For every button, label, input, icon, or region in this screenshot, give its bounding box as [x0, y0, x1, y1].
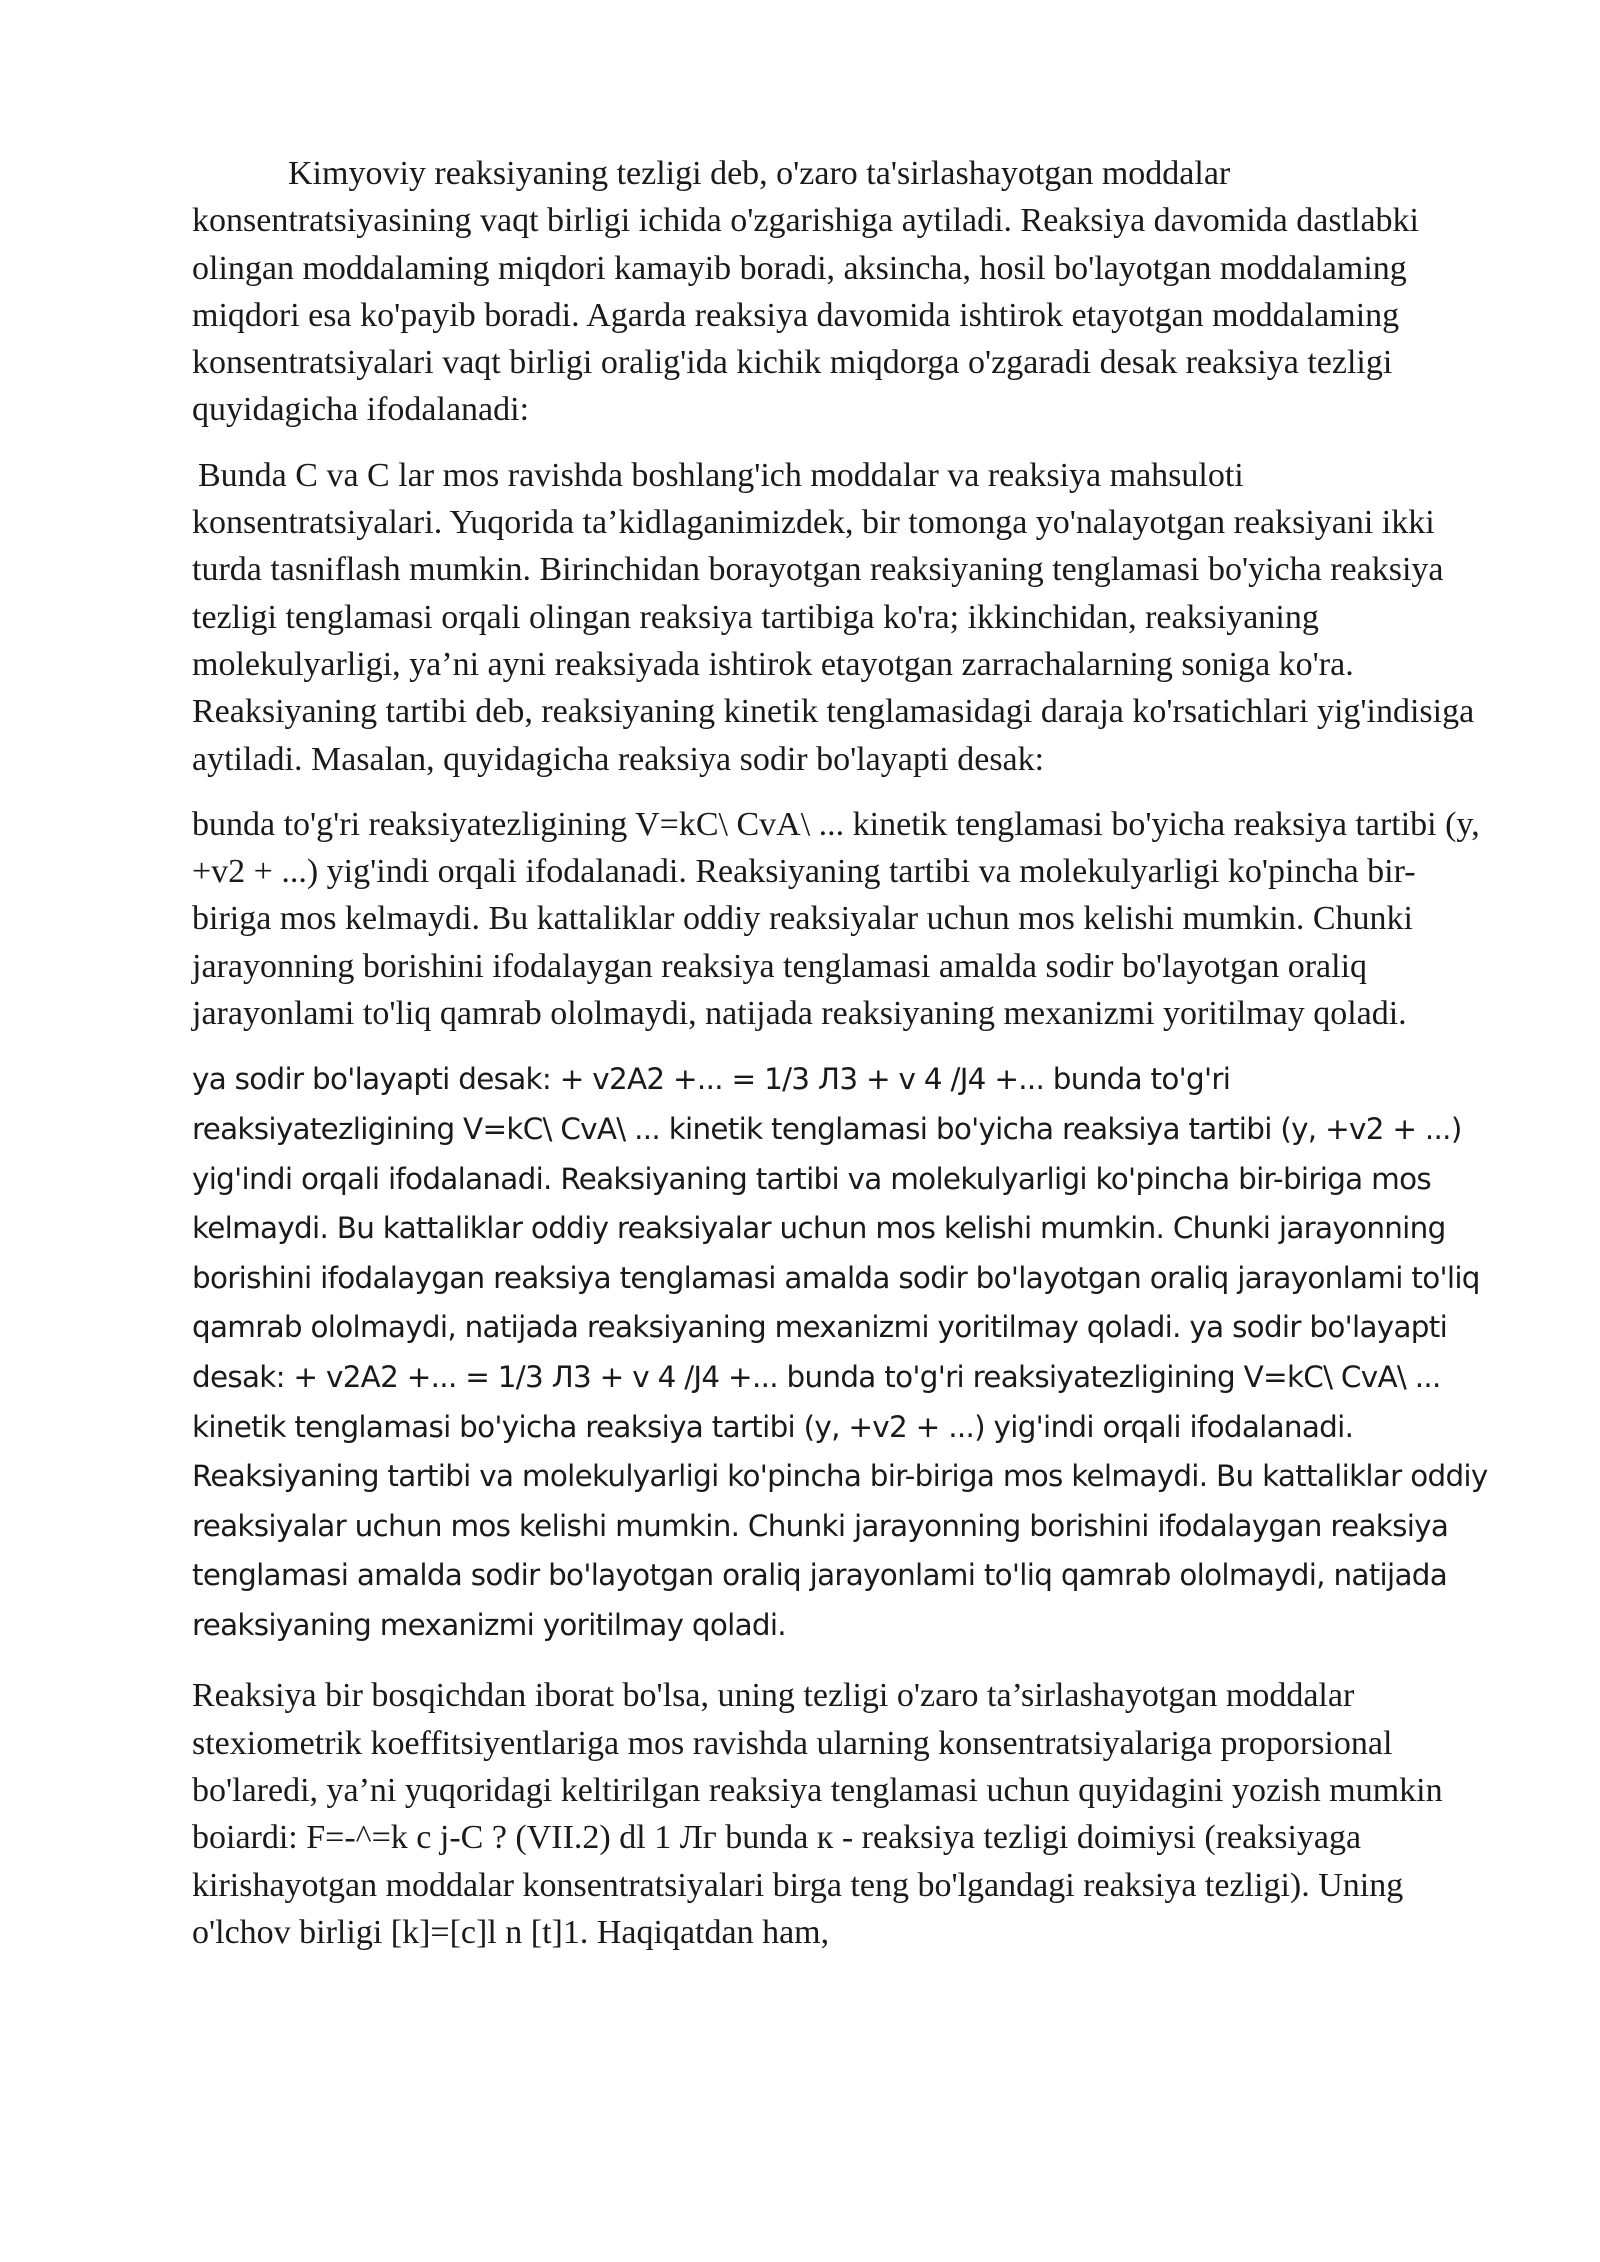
document-body [192, 150, 1492, 1974]
paragraph-reaction-order-classification: Bunda C va C lar mos ravishda boshlang'ich moddalar va reaksiya mahsuloti konsentratsiyalari. Yuqorida ta’kidlaganimizdek, bir tomonga yo'nalayotgan reaksiyani ikki turda tasniflash mumkin. Birinchidan borayotgan reaksiyaning tenglamasi bo'yicha reaksiya tezligi tenglamasi orqali olingan reaksiya tartibiga ko'ra; ikkinchidan, reaksiyaning molekulyarligi, ya’ni ayni reaksiyada ishtirok etayotgan zarrachalarning soniga ko'ra. Reaksiyaning tartibi deb, reaksiyaning kinetik tenglamasidagi daraja ko'rsatichlari yig'indisiga aytiladi. Masalan, quyidagicha reaksiya sodir bo'layapti desak: [192, 456, 1475, 778]
paragraph-single-stage-reaction: Reaksiya bir bosqichdan iborat bo'lsa, uning tezligi o'zaro ta’sirlashayotgan moddalar stexiometrik koeffitsiyentlariga mos ravishda ularning konsentratsiyalariga proporsional bo'laredi, ya’ni yuqoridagi keltirilgan reaksiya tenglamasi uchun quyidagini yozish mumkin boiardi: F=-^=k c j-C ? (VII.2) dl 1 Лг bunda к - reaksiya tezligi doimiysi (reaksiyaga kirishayotgan moddalar konsentratsiyalari birga teng bo'lgandagi reaksiya tezligi). Uning o'lchov birligi [k]=[c]l n [t]1. Haqiqatdan ham, [192, 1677, 1443, 1951]
paragraph-reaction-rate-definition: Kimyoviy reaksiyaning tezligi deb, o'zaro ta'sirlashayotgan moddalar konsentratsiyasining vaqt birligi ichida o'zgarishiga aytiladi. Reaksiya davomida dastlabki olingan moddalaming miqdori kamayib boradi, aksincha, hosil bo'layotgan moddalaming miqdori esa ko'payib boradi. Agarda reaksiya davomida ishtirok etayotgan moddalaming konsentratsiyalari vaqt birligi oralig'ida kichik miqdorga o'zgaradi desak reaksiya tezligi quyidagicha ifodalanadi: [192, 155, 1420, 429]
paragraph-kinetic-equation: bunda to'g'ri reaksiyatezligining V=kC\ CvA\ ... kinetik tenglamasi bo'yicha reaksiya tartibi (y, +v2 + ...) yig'indi orqali ifodalanadi. Reaksiyaning tartibi va molekulyarligi ko'pincha bir-biriga mos kelmaydi. Bu kattaliklar oddiy reaksiyalar uchun mos kelishi mumkin. Chunki jarayonning borishini ifodalaygan reaksiya tenglamasi amalda sodir bo'layotgan oraliq jarayonlami to'liq qamrab ololmaydi, natijada reaksiyaning mexanizmi yoritilmay qoladi. [192, 805, 1480, 1033]
paragraph-repeated-kinetic-text: ya sodir bo'layapti desak: + v2A2 +... = 1/3 Л3 + v 4 /J4 +... bunda to'g'ri reaksiyatezligining V=kC\ CvA\ ... kinetik tenglamasi bo'yicha reaksiya tartibi (y, +v2 + ...) yig'indi orqali ifodalanadi. Reaksiyaning tartibi va molekulyarligi ko'pincha bir-biriga mos kelmaydi. Bu kattaliklar oddiy reaksiyalar uchun mos kelishi mumkin. Chunki jarayonning borishini ifodalaygan reaksiya tenglamasi amalda sodir bo'layotgan oraliq jarayonlami to'liq qamrab ololmaydi, natijada reaksiyaning mexanizmi yoritilmay qoladi. ya sodir bo'layapti desak: + v2A2 +... = 1/3 Л3 + v 4 /J4 +... bunda to'g'ri reaksiyatezligining V=kC\ CvA\ ... kinetik tenglamasi bo'yicha reaksiya tartibi (y, +v2 + ...) yig'indi orqali ifodalanadi. Reaksiyaning tartibi va molekulyarligi ko'pincha bir-biriga mos kelmaydi. Bu kattaliklar oddiy reaksiyalar uchun mos kelishi mumkin. Chunki jarayonning borishini ifodalaygan reaksiya tenglamasi amalda sodir bo'layotgan oraliq jarayonlami to'liq qamrab ololmaydi, natijada reaksiyaning mexanizmi yoritilmay qoladi. [192, 1062, 1488, 1642]
